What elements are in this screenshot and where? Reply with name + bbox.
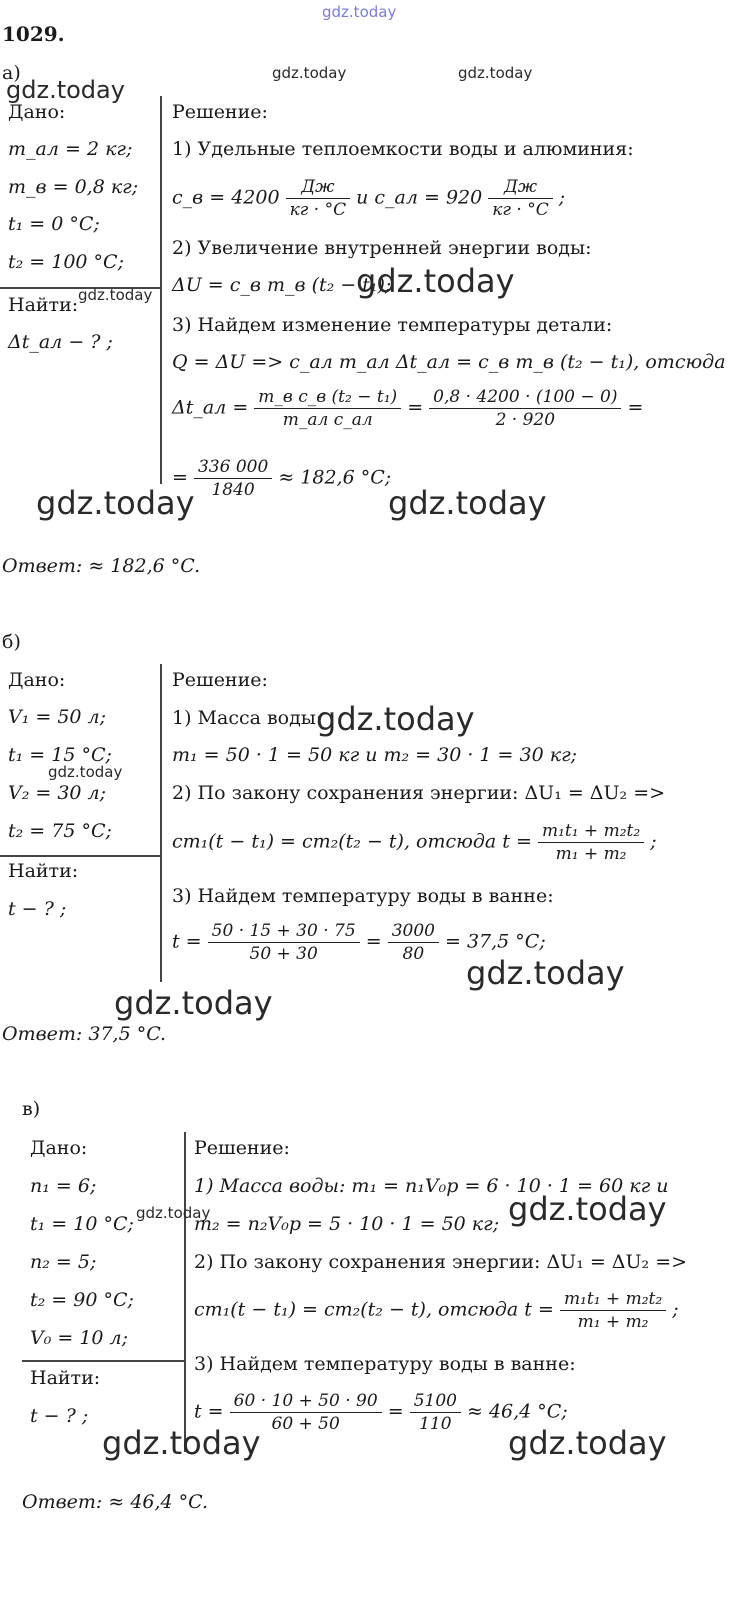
fraction-numerator: Дж [488,176,552,199]
given-divider-vertical [184,1132,186,1452]
given-item: V₀ = 10 л; [30,1327,129,1349]
solution-header: Решение: [194,1137,290,1159]
fraction-denominator: m₁ + m₂ [577,1312,649,1332]
solution-header: Решение: [172,669,268,691]
fraction-numerator: 5100 [410,1390,461,1413]
watermark: gdz.today [48,763,123,781]
equation-part: = [627,396,644,419]
equation [194,1288,679,1333]
given-item: m_в = 0,8 кг; [8,176,139,198]
equation [172,386,643,431]
given-item: t₁ = 10 °C; [30,1213,134,1235]
find-header: Найти: [8,294,79,316]
watermark: gdz.today [102,1424,261,1462]
fraction-numerator: 0,8 · 4200 · (100 − 0) [429,386,621,409]
given-item: V₂ = 30 л; [8,782,107,804]
part-a-label: а) [2,62,21,84]
fraction-numerator: 50 · 15 + 30 · 75 [208,920,360,943]
fraction-numerator: 60 · 10 + 50 · 90 [230,1390,382,1413]
given-item: V₁ = 50 л; [8,706,107,728]
fraction-denominator: 110 [419,1414,452,1434]
watermark-top: gdz.today [322,3,397,21]
watermark: gdz.today [458,64,533,82]
watermark: gdz.today [272,64,347,82]
fraction-numerator: m₁t₁ + m₂t₂ [538,820,644,843]
equation-part: t = [194,1400,224,1423]
given-item: n₂ = 5; [30,1251,97,1273]
watermark: gdz.today [466,954,625,992]
equation-part: t = [172,930,202,953]
fraction-denominator: кг · °C [289,200,347,220]
fraction-numerator: 336 000 [194,456,272,479]
equation-part: = [172,466,188,489]
equation-part: и c_ал = 920 [356,186,483,209]
equation-part: Δt_ал = [172,396,249,419]
watermark: gdz.today [508,1190,667,1228]
solution-step-2: 2) Увеличение внутренней энергии воды: [172,237,592,259]
fraction [388,920,439,965]
fraction-denominator: 1840 [211,480,255,500]
fraction-denominator: m_ал c_ал [282,410,373,430]
solution-step-3: 3) Найдем изменение температуры детали: [172,314,613,336]
given-divider-horizontal [22,1360,184,1362]
given-divider-vertical [160,664,162,982]
equation: ΔU = c_в m_в (t₂ − t₁); [172,274,392,296]
equation-part: cm₁(t − t₁) = cm₂(t₂ − t), отсюда t = [172,830,532,853]
fraction [538,820,644,865]
equation-part: ; [558,186,566,209]
watermark: gdz.today [114,984,273,1022]
solution-step-3: 3) Найдем температуру воды в ванне: [194,1353,576,1375]
watermark: gdz.today [388,484,547,522]
equation-part: = [407,396,424,419]
equation-part: ; [650,830,657,853]
watermark: gdz.today [316,700,475,738]
given-item: t₂ = 75 °C; [8,820,112,842]
equation-part: ≈ 182,6 °C; [278,466,392,489]
watermark: gdz.today [356,262,515,300]
fraction-denominator: кг · °C [492,200,549,220]
given-item: t₂ = 90 °C; [30,1289,134,1311]
unit-fraction [286,176,350,221]
given-item: n₁ = 6; [30,1175,97,1197]
watermark: gdz.today [36,484,195,522]
find-header: Найти: [8,860,79,882]
fraction-numerator: Дж [286,176,350,199]
fraction-denominator: 50 + 30 [249,944,318,964]
solution-step-1: 1) Удельные теплоемкости воды и алюминия: [172,138,634,160]
fraction [194,456,272,501]
fraction-denominator: 60 + 50 [271,1414,340,1434]
watermark: gdz.today [78,286,153,304]
fraction [254,386,401,431]
answer: Ответ: 37,5 °C. [2,1023,167,1045]
equation [172,456,391,501]
equation-part: ≈ 46,4 °C; [467,1400,568,1423]
given-divider-horizontal [0,855,160,857]
fraction-numerator: m₁t₁ + m₂t₂ [560,1288,666,1311]
watermark: gdz.today [6,76,125,104]
watermark: gdz.today [508,1424,667,1462]
fraction-denominator: 2 · 920 [495,410,556,430]
given-divider-vertical [160,96,162,484]
problem-number: 1029. [2,22,65,46]
fraction-numerator: 3000 [388,920,439,943]
equation-part: c_в = 4200 [172,186,280,209]
part-b-label: б) [2,631,21,653]
answer: Ответ: ≈ 46,4 °C. [22,1491,209,1513]
fraction-numerator: m_в c_в (t₂ − t₁) [254,386,401,409]
fraction [410,1390,461,1435]
solution-step-1: 1) Масса воды: [172,707,323,729]
fraction [429,386,621,431]
find-item: Δt_ал − ? ; [8,331,113,353]
fraction-denominator: m₁ + m₂ [555,844,627,864]
given-header: Дано: [8,101,66,123]
solution-step-3: 3) Найдем температуру воды в ванне: [172,885,554,907]
given-item: t₂ = 100 °C; [8,251,124,273]
equation-part: = [365,930,382,953]
given-header: Дано: [8,669,66,691]
equation-part: = [387,1400,404,1423]
find-item: t − ? ; [30,1405,89,1427]
solution-header: Решение: [172,101,268,123]
solution-step-1: 1) Масса воды: m₁ = n₁V₀p = 6 · 10 · 1 = 60 кг и [194,1175,669,1197]
given-header: Дано: [30,1137,88,1159]
given-item: m_ал = 2 кг; [8,138,133,160]
equation [172,176,565,221]
answer: Ответ: ≈ 182,6 °C. [2,555,201,577]
find-header: Найти: [30,1367,101,1389]
equation [172,820,657,865]
given-item: t₁ = 15 °C; [8,744,112,766]
solution-step-2: 2) По закону сохранения энергии: ΔU₁ = ΔU₂ => [172,782,666,804]
equation: m₂ = n₂V₀p = 5 · 10 · 1 = 50 кг; [194,1213,500,1235]
part-c-label: в) [22,1098,41,1120]
equation: m₁ = 50 · 1 = 50 кг и m₂ = 30 · 1 = 30 кг; [172,744,578,766]
equation-part: ; [672,1298,679,1321]
watermark: gdz.today [136,1204,211,1222]
fraction [208,920,360,965]
unit-fraction [488,176,552,221]
solution-step-2: 2) По закону сохранения энергии: ΔU₁ = ΔU₂ => [194,1251,688,1273]
equation-part: cm₁(t − t₁) = cm₂(t₂ − t), отсюда t = [194,1298,554,1321]
equation: Q = ΔU => c_ал m_ал Δt_ал = c_в m_в (t₂ − t₁), отсюда [172,351,726,373]
fraction [560,1288,666,1333]
find-item: t − ? ; [8,898,67,920]
equation-part: = 37,5 °C; [445,930,546,953]
fraction-denominator: 80 [402,944,425,964]
given-item: t₁ = 0 °C; [8,213,100,235]
